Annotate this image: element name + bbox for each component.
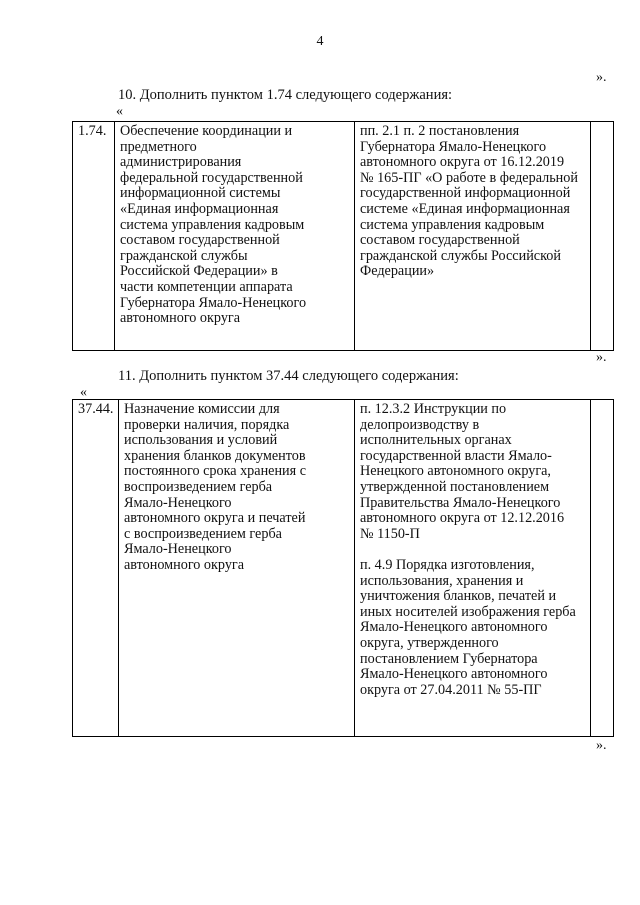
- page-number: 4: [316, 34, 324, 49]
- section-11-close-quote: ».: [596, 738, 607, 753]
- item-number: 37.44.: [73, 400, 119, 737]
- table-row: [73, 400, 614, 737]
- table-row: [73, 122, 614, 351]
- section-10-table: [72, 121, 614, 351]
- section-10-open-quote: «: [116, 104, 123, 119]
- item-basis: п. 12.3.2 Инструкции по делопроизводству в исполнительных органах государственной власти Ямало- Ненецкого автономного округа, утвержденной постановлением Правительства Ямало-Ненецкого автономного округа от 12.12.2016 № 1150-П п. 4.9 Порядка изготовления, использования, хранения и уничтожения бланков, печатей и иных носителей изображения герба Ямало-Ненецкого автономного округа, утвержденного постановлением Губернатора Ямало-Ненецкого автономного округа от 27.04.2011 № 55-ПГ: [355, 400, 591, 737]
- item-description: Назначение комиссии для проверки наличия, порядка использования и условий хранения бланков документов постоянного срока хранения с воспроизведением герба Ямало-Ненецкого автономного округа и печатей с воспроизведением герба Ямало-Ненецкого автономного округа: [119, 400, 355, 737]
- section-11-heading: 11. Дополнить пунктом 37.44 следующего содержания:: [118, 368, 459, 384]
- empty-cell: [591, 122, 614, 351]
- section-10-close-quote: ».: [596, 350, 607, 365]
- closing-quote-previous: ».: [596, 70, 607, 85]
- item-basis: пп. 2.1 п. 2 постановления Губернатора Ямало-Ненецкого автономного округа от 16.12.2019 № 165-ПГ «О работе в федеральной государственной информационной системе «Единая информационная система управления кадровым составом государственной гражданской службы Российской Федерации»: [355, 122, 591, 351]
- section-11-open-quote: «: [80, 385, 87, 400]
- empty-cell: [591, 400, 614, 737]
- item-description: Обеспечение координации и предметного администрирования федеральной государственной информационной системы «Единая информационная система управления кадровым составом государственной гражданской службы Российской Федерации» в части компетенции аппарата Губернатора Ямало-Ненецкого автономного округа: [115, 122, 355, 351]
- section-11-table: [72, 399, 614, 737]
- section-10-heading: 10. Дополнить пунктом 1.74 следующего содержания:: [118, 87, 453, 103]
- item-number: 1.74.: [73, 122, 115, 351]
